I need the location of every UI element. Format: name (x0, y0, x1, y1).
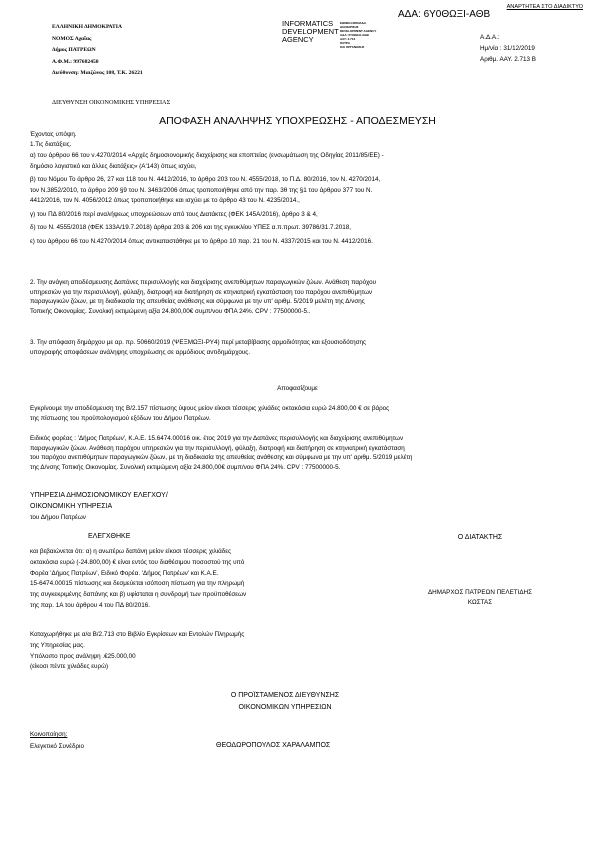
audit-text (30, 547, 246, 612)
body-line: δημόσιο λογιστικό και άλλες διατάξεις» (Α'143) όπως ισχύει, (30, 162, 197, 170)
body-line: της πίστωσης του προϋπολογισμού εξόδων του Δήμου Πατρέων. (30, 414, 211, 422)
body-line: β) του Νόμου Το άρθρο 26, 27 και 118 του Ν. 4412/2016, το άρθρο 203 του Ν. 4555/2018, το Π.Δ. 80/2016, τον Ν. 4270/2014, (30, 176, 381, 183)
logo-line: INFORMATICS (282, 19, 334, 28)
notification-recipient: Ελεγκτικό Συνέδριο (30, 743, 84, 750)
logo-small-line: ΑΔΑ: 6Υ0ΘΩΞΙ-ΑΘΒ (340, 33, 369, 37)
logo-small-line: ΑΑΥ: 2.713 (340, 37, 356, 41)
body-line: 1.Τις διατάξεις. (30, 140, 72, 148)
body-line: 4412/2016, τον Ν. 4056/2012 όπως τροποποιήθηκε και ισχύει με το άρθρο 43 του Ν. 4235/2014., (30, 197, 300, 204)
agency-logo (282, 20, 342, 44)
reference-block (480, 32, 536, 65)
body-line: του παρόχου ανεπιθύμητων παραγωγικών ζώων, με τη διαδικασία της απευθείας ανάθεσης και σύμφωνα με την υπ' αριθμ. 5/2019 μελέτη (30, 454, 413, 461)
authorizer-signature (380, 588, 580, 608)
authorizer-role: ΔΗΜΑΡΧΟΣ ΠΑΤΡΕΩΝ ΠΕΛΕΤΙΔΗΣ (427, 589, 533, 596)
logo-small-text (340, 21, 376, 49)
body-line: παραγωγικών ζώων. Ανάθεση παρόχου υπηρεσιών για την περισυλλογή, φύλαξη, διατροφή και διατήρηση σε κτηνιατρική εγκατάσταση (30, 444, 405, 452)
body-line: Ειδικός φορέας : 'Δήμος Πατρέων', Κ.Α.Ε. 15.6474.00016 οικ. έτος 2019 για την Δαπάνες περισυλλογής και διαχείρισης ανεπιθύμητων (30, 435, 404, 442)
director-block (0, 690, 570, 714)
body-line: α) του άρθρου 66 του ν.4270/2014 «Αρχές δημοσιονομικής διαχείρισης και εποπτείας (ενσωμάτωση της Οδηγίας 2011/85/ΕΕ) - (30, 152, 384, 159)
audit-line: οκτακόσια ευρώ (-24.800,00) € είναι εντός του διαθέσιμου ποσοστού της υπό (30, 558, 245, 566)
authorizer-name: ΚΩΣΤΑΣ (467, 599, 493, 606)
body-line: υπηρεσιών για την περισυλλογή, φύλαξη, διατροφή και διατήρηση σε κτηνιατρική εγκατάσταση του παρόχου ανεπιθύμητων (30, 288, 373, 296)
body-line: της Δ/νσης Τοπικής Οικονομίας. Συνολική εκτιμώμενη αξία 24.800,00€ συμπ/νου ΦΠΑ 24%. CPV : 77500000-5. (30, 463, 341, 471)
logo-small-line: ΕΘΝΙΚΗ ΜΟΝΑΔΑ (340, 21, 366, 25)
logo-small-line: DEVELOPMENT AGENCY (340, 29, 377, 33)
audit-line: Φορέα 'Δήμος Πατρέων', Ειδικό Φορέα. 'Δήμος Πατρέων' και Κ.Α.Ε. (30, 569, 219, 577)
body-line: ε) του άρθρου 66 του Ν.4270/2014 όπως αντικαταστάθηκε με το άρθρο 10 παρ. 21 του Ν. 4337/2015 και του Ν. 4412/2016. (30, 237, 373, 245)
issuer-line: Δήμος ΠΑΤΡΕΩΝ (52, 47, 96, 53)
reference-date: Ημ/νία : 31/12/2019 (480, 45, 535, 52)
ada-label: Α.Δ.Α.: (480, 34, 500, 41)
ada-number: ΑΔΑ: 6Υ0ΘΩΞΙ-ΑΘΒ (398, 9, 491, 20)
audit-header-line: ΥΠΗΡΕΣΙΑ ΔΗΜΟΣΙΟΝΟΜΙΚΟΥ ΕΛΕΓΧΟΥ/ (30, 492, 168, 499)
issuer-line: ΕΛΛΗΝΙΚΗ ΔΗΜΟΚΡΑΤΙΑ (52, 24, 122, 30)
approval-text (30, 404, 389, 423)
body-line: υπογραφής αποφάσεων ανάληψης υποχρέωσης σε αρμόδιους αντιδημάρχους. (30, 348, 251, 356)
special-body-text (30, 434, 412, 472)
registration-text (30, 630, 244, 673)
body-line: 3. Την απόφαση δημάρχου με αρ. πρ. 50660/2019 (ΨΕΞΜΩΞΙ-ΡΥ4) περί μεταβίβασης αρμοδιότητας και εξουσιοδότησης (30, 339, 367, 346)
body-line: Εγκρίνουμε την αποδέσμευση της Β/2.157 πίστωσης ύψους μείον είκοσι τέσσερις χιλιάδες οκτακόσια ευρώ 24.800,00 € σε βάρος (30, 405, 390, 412)
audit-line: 15-6474.00015 πίστωσης και δεσμεύεται ισόποση πίστωση για την πληρωμή (30, 580, 245, 588)
logo-line: AGENCY (282, 35, 314, 44)
logo-small-line: ΚΑΙ ΟΡΓΑΝΩΣΗΣ (340, 45, 365, 49)
department-heading: ΔΙΕΥΘΥΝΣΗ ΟΙΚΟΝΟΜΙΚΗΣ ΥΠΗΡΕΣΙΑΣ (52, 99, 171, 106)
notification-label: Κοινοποίηση: (30, 731, 68, 738)
reference-number: Αριθμ. ΑΑΥ. 2.713 Β (480, 56, 536, 63)
audit-header (30, 490, 168, 523)
logo-line: DEVELOPMENT (282, 27, 339, 36)
logo-small-line: ΠΑΤΡΑ (340, 41, 350, 45)
paragraph-2 (30, 278, 376, 316)
audit-header-line: του Δήμου Πατρέων (30, 514, 86, 521)
body-line: Έχοντας υπόψη. (30, 131, 77, 138)
body-line: τον Ν.3852/2010, το άρθρο 209 §9 του Ν. 3463/2006 όπως τροποποιήθηκε από την παρ. 3θ της §1 του άρθρου 377 του Ν. (30, 186, 373, 194)
posted-online-label: ΑΝΑΡΤΗΤΕΑ ΣΤΟ ΔΙΑΔΙΚΤΥΟ (506, 4, 583, 10)
signer-name: ΘΕΟΔΩΡΟΠΟΥΛΟΣ ΧΑΡΑΛΑΜΠΟΣ (216, 742, 331, 749)
considerations (30, 130, 580, 246)
decision-heading: Αποφασίζουμε (277, 385, 318, 392)
paragraph-3 (30, 338, 366, 357)
issuer-line: ΝΟΜΟΣ Αχαΐας (52, 35, 92, 42)
issuer-line: Α.Φ.Μ.: 997682450 (52, 58, 99, 65)
body-line: γ) του ΠΔ 80/2016 περί αναλήψεως υποχρεώσεων από τους Διατάκτες (ΦΕΚ 145Α/2016), άρθρο 3 & 4, (30, 210, 318, 218)
body-line: παραγωγικών ζώων, με τη διαδικασία της απευθείας ανάθεσης και σύμφωνα με την υπ' αριθμ. 5/2019 μελέτη της Δ/νσης (30, 298, 365, 305)
registration-line: Καταχωρήθηκε με α/α Β/2.713 στο Βιβλίο Εγκρίσεων και Εντολών Πληρωμής (30, 631, 245, 638)
director-title: Ο ΠΡΟΪΣΤΑΜΕΝΟΣ ΔΙΕΥΘΥΝΣΗΣ (230, 692, 340, 699)
body-line: δ) του Ν. 4555/2018 (ΦΕΚ 133Α/19.7.2018) άρθρα 203 & 206 και της εγκυκλίου ΥΠΕΣ α.π.πρωτ. 39786/31.7.2018, (30, 224, 352, 231)
issuer-block (52, 24, 143, 78)
authorizer-title: Ο ΔΙΑΤΑΚΤΗΣ (457, 534, 503, 541)
audit-line: και βεβαιώνεται ότι: α) η ανωτέρω δαπάνη μείον είκοσι τέσσερις χιλιάδες (30, 548, 232, 555)
registration-line: (είκοσι πέντε χιλιάδες ευρώ) (30, 663, 109, 671)
director-dept: ΟΙΚΟΝΟΜΙΚΩΝ ΥΠΗΡΕΣΙΩΝ (238, 704, 332, 711)
registration-line: Υπόλοιπο προς ανάληψη .€25.000,00 (30, 652, 136, 660)
body-line: 2. Την ανάγκη αποδέσμευσης Δαπάνες περισυλλογής και διαχείρισης ανεπιθύμητων παραγωγικών ζώων. Ανάθεση παρόχου (30, 279, 377, 286)
body-line: Τοπικής Οικονομίας. Συνολική εκτιμώμενη αξία 24.800,00€ συμπ/νου ΦΠΑ 24%. CPV : 77500000-5.. (30, 307, 311, 315)
audit-line: της συγκεκριμένης δαπάνης και β) υφίσταται η συνδρομή των προϋποθέσεων (30, 591, 247, 599)
document-title: ΑΠΟΦΑΣΗ ΑΝΑΛΗΨΗΣ ΥΠΟΧΡΕΩΣΗΣ - ΑΠΟΔΕΣΜΕΥΣΗ (159, 115, 436, 127)
audit-line: της παρ. 1Α του άρθρου 4 του ΠΔ 80/2016. (30, 601, 150, 609)
logo-small-line: ΔΙΑΧΕΙΡΙΣΗΣ (340, 25, 359, 29)
issuer-line: Διεύθυνση: Μαιζώνος 108, Τ.Κ. 26221 (52, 70, 143, 76)
registration-line: της Υπηρεσίας μας. (30, 641, 85, 649)
audit-header-line: ΟΙΚΟΝΟΜΙΚΗ ΥΠΗΡΕΣΙΑ (30, 503, 113, 510)
checked-label: ΕΛΕΓΧΘΗΚΕ (88, 533, 131, 540)
